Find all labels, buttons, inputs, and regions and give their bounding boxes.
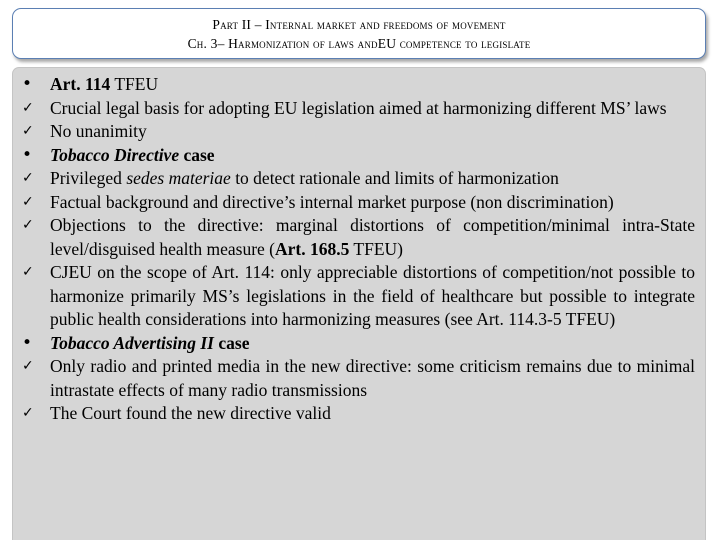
topic-bullet-item bbox=[20, 144, 695, 168]
item-text-run: CJEU on the scope of Art. 114: only appreciable distortions of competition/not possible to harmonize primarily MS’s legislations in the field of healthcare but possible to integrate public health considerations into harmonizing measures (see Art. 114.3-5 TFEU) bbox=[50, 262, 695, 329]
item-text bbox=[50, 191, 695, 215]
slide-title-box bbox=[12, 8, 706, 59]
checkmark-icon: ✓ bbox=[22, 264, 34, 280]
checkmark-item bbox=[20, 191, 695, 215]
checkmark-item bbox=[20, 261, 695, 332]
slide-title-line-2: Ch. 3– Harmonization of laws andEU competence to legislate bbox=[187, 35, 531, 51]
checkmark-icon: ✓ bbox=[22, 405, 34, 421]
checkmark-item bbox=[20, 167, 695, 191]
item-text-run: Crucial legal basis for adopting EU legislation aimed at harmonizing different MS’ laws bbox=[50, 97, 667, 118]
checkmark-item bbox=[20, 214, 695, 261]
item-text-run: Tobacco Advertising II bbox=[50, 332, 214, 353]
bullet-icon: • bbox=[22, 144, 33, 165]
item-text bbox=[50, 332, 695, 356]
item-text-run: The Court found the new directive valid bbox=[50, 403, 331, 423]
checkmark-icon: ✓ bbox=[22, 99, 34, 116]
item-text bbox=[50, 120, 695, 144]
topic-bullet-item bbox=[20, 332, 695, 356]
checkmark-item bbox=[20, 120, 695, 144]
item-text bbox=[50, 214, 695, 261]
checkmark-item bbox=[20, 97, 695, 121]
item-text-run: Art. 114 bbox=[50, 74, 111, 94]
slide-content-box bbox=[12, 67, 706, 540]
bullet-icon: • bbox=[22, 332, 33, 353]
item-text-run: sedes materiae bbox=[126, 168, 231, 188]
checkmark-icon: ✓ bbox=[22, 123, 34, 139]
checkmark-icon: ✓ bbox=[22, 358, 34, 374]
slide-title-line-1: Part II – Internal market and freedoms of movement bbox=[212, 16, 506, 32]
item-text bbox=[50, 261, 695, 332]
item-text bbox=[50, 167, 695, 191]
item-text-run: case bbox=[179, 144, 215, 165]
item-text bbox=[50, 73, 695, 97]
item-text-run: to detect rationale and limits of harmonization bbox=[230, 168, 559, 188]
bullet-icon: • bbox=[22, 74, 33, 94]
item-text bbox=[50, 355, 695, 402]
item-text-run: No unanimity bbox=[50, 121, 147, 141]
checkmark-item bbox=[20, 402, 695, 426]
checkmark-icon: ✓ bbox=[22, 217, 34, 233]
item-text-run: Tobacco Directive bbox=[50, 144, 180, 165]
item-text-run: case bbox=[214, 332, 250, 353]
checkmark-item bbox=[20, 355, 695, 402]
checkmark-icon: ✓ bbox=[22, 170, 34, 186]
item-text-run: Privileged bbox=[50, 168, 127, 188]
item-text-run: TFEU) bbox=[349, 238, 403, 259]
item-text-run: Factual background and directive’s internal market purpose (non discrimination) bbox=[50, 191, 614, 212]
item-text bbox=[50, 97, 695, 121]
item-text-run: TFEU bbox=[110, 74, 159, 94]
item-text-run: Art. 168.5 bbox=[275, 238, 350, 259]
item-text-run: Only radio and printed media in the new directive: some criticism remains due to minimal intrastate effects of many radio transmissions bbox=[50, 356, 695, 400]
topic-bullet-item bbox=[20, 73, 695, 97]
item-text bbox=[50, 144, 695, 168]
checkmark-icon: ✓ bbox=[22, 193, 34, 210]
bullet-list bbox=[13, 68, 705, 426]
item-text-run: Objections to the directive: marginal distortions of competition/minimal intra-State level/disguised health measure ( bbox=[50, 215, 695, 259]
item-text bbox=[50, 402, 695, 426]
